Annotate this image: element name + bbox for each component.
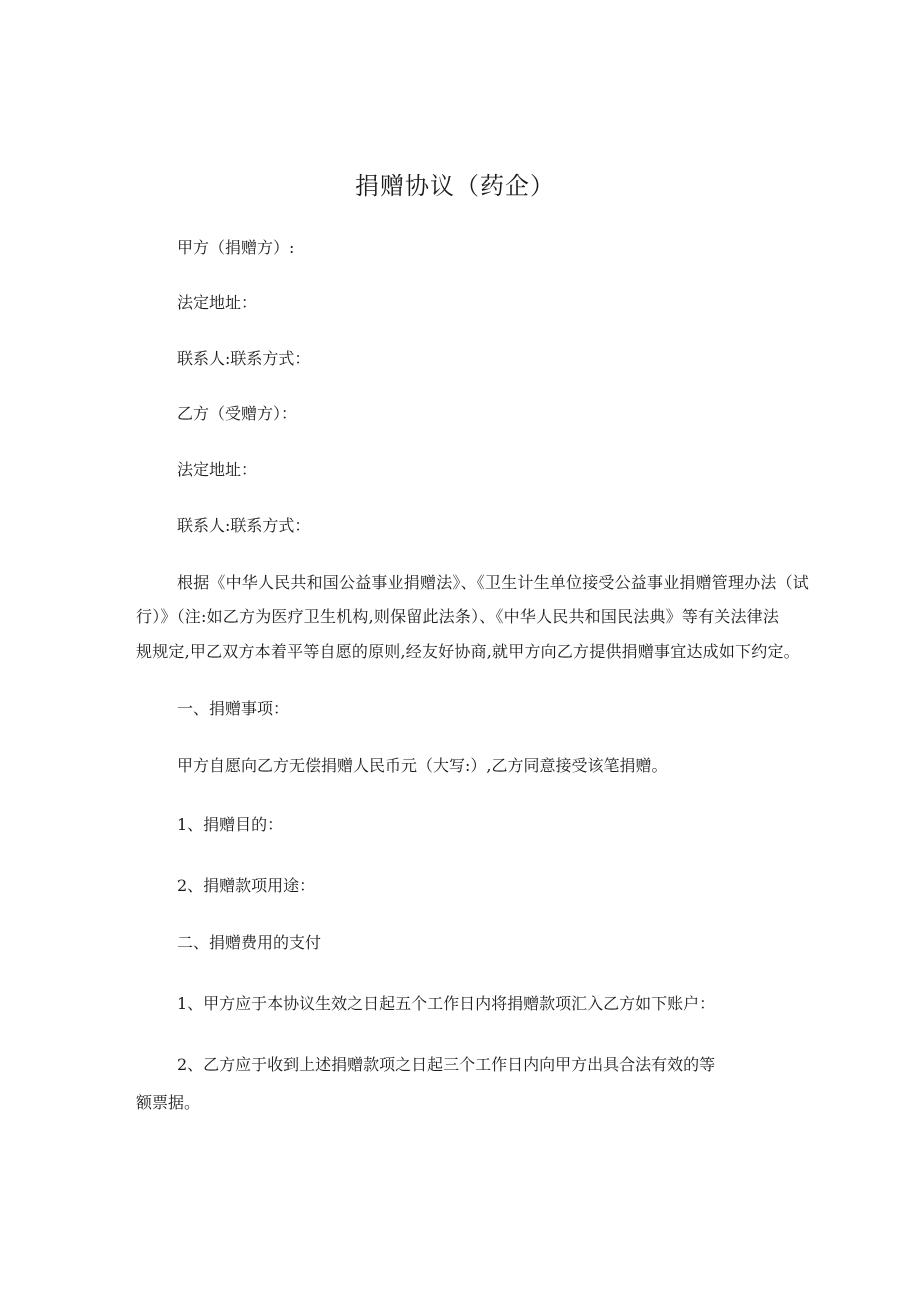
payment-clause-1: 1、甲方应于本协议生效之日起五个工作日内将捐赠款项汇入乙方如下账户： bbox=[177, 994, 716, 1013]
payment-clause-2-line-2: 额票据。 bbox=[136, 1093, 201, 1112]
party-a-address: 法定地址： bbox=[177, 293, 258, 312]
legal-basis-line-3: 规规定,甲乙双方本着平等自愿的原则,经友好协商,就甲方向乙方提供捐赠事宜达成如下约定。 bbox=[136, 642, 800, 661]
section-2-heading: 二、捐赠费用的支付 bbox=[177, 933, 322, 952]
party-a-label: 甲方（捐赠方）: bbox=[177, 238, 295, 257]
document-title: 捐赠协议（药企） bbox=[355, 172, 555, 200]
payment-clause-2-line-1: 2、乙方应于收到上述捐赠款项之日起三个工作日内向甲方出具合法有效的等 bbox=[177, 1055, 716, 1074]
legal-basis-line-2: 行）》（注:如乙方为医疗卫生机构,则保留此法条）、《中华人民共和国民法典》等有关法律法 bbox=[136, 607, 780, 626]
donation-purpose: 1、捐赠目的： bbox=[177, 815, 284, 834]
donation-usage: 2、捐赠款项用途： bbox=[177, 876, 316, 895]
party-b-label: 乙方（受赠方）： bbox=[177, 404, 298, 423]
party-b-address: 法定地址： bbox=[177, 460, 258, 479]
party-b-contact: 联系人:联系方式： bbox=[177, 516, 311, 535]
section-1-text: 甲方自愿向乙方无偿捐赠人民币元（大写:）,乙方同意接受该笔捐赠。 bbox=[177, 756, 668, 775]
party-a-contact: 联系人:联系方式： bbox=[177, 349, 311, 368]
section-1-heading: 一、捐赠事项： bbox=[177, 699, 290, 718]
legal-basis-line-1: 根据《中华人民共和国公益事业捐赠法》、《卫生计生单位接受公益事业捐赠管理办法（试 bbox=[177, 573, 810, 592]
